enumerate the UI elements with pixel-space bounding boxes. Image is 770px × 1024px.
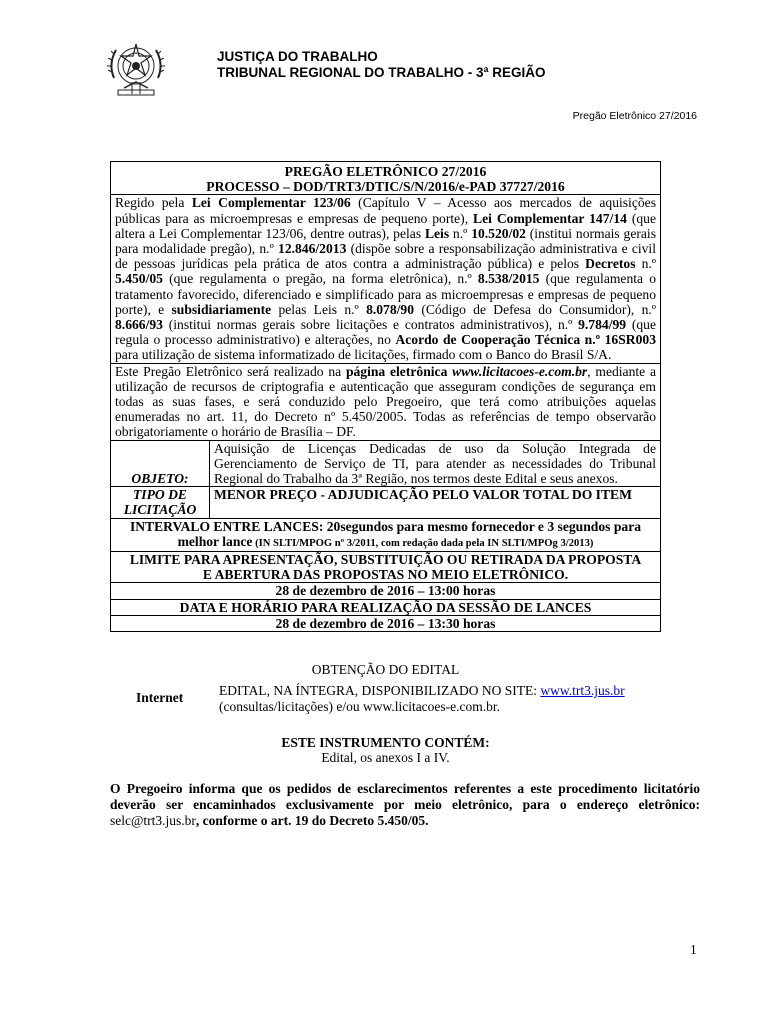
objeto-row: [111, 441, 660, 488]
brazil-coat-of-arms-icon: [104, 38, 168, 100]
objeto-label: OBJETO:: [111, 441, 210, 487]
internet-label: Internet: [136, 690, 184, 705]
objeto-text: Aquisição de Licenças Dedicadas de uso da Solução Integrada de Gerenciamento de Serviço de TI, para atender as necessidades do Tribunal Regional do Trabalho da 3ª Região, nos termos deste Edital e seus anexos.: [214, 440, 656, 487]
obtencao-title: OBTENÇÃO DO EDITAL: [311, 662, 460, 677]
header-tribunal: TRIBUNAL REGIONAL DO TRABALHO - 3ª REGIÃO: [217, 65, 546, 80]
header-justica: JUSTIÇA DO TRABALHO: [217, 49, 378, 64]
pregoeiro-note: O Pregoeiro informa que os pedidos de esclarecimentos referentes a este procedimento licitatório deverão ser encaminhados exclusivamente por meio eletrônico, para o endereço eletrônico: selc@trt3.jus.br, conforme o art. 19 do Decreto 5.450/05.: [110, 781, 700, 828]
realizado-paragraph: Este Pregão Eletrônico será realizado na página eletrônica www.licitacoes-e.com.br, mediante a utilização de recursos de criptografia e autenticação que asseguram condições de segurança em todas as suas fases, e será conduzido pelo Pregoeiro, que terá como atribuições aquelas enumeradas no art. 11, do Decreto nº 5.450/2005. Todas as referências de tempo observarão obrigatoriamente o horário de Brasília – DF.: [111, 364, 660, 441]
date-proposta: 28 de dezembro de 2016 – 13:00 horas: [111, 583, 660, 599]
intervalo-row: INTERVALO ENTRE LANCES: 20segundos para mesmo fornecedor e 3 segundos para melhor lance (IN SLTI/MPOG nº 3/2011, com redação dada pela IN SLTI/MPOg 3/2013): [111, 519, 660, 552]
licitacoes-site-text: www.licitacoes-e.com.br: [452, 363, 588, 379]
page-number: 1: [690, 942, 697, 957]
trt3-site-link[interactable]: www.trt3.jus.br: [540, 683, 625, 698]
contem-title: ESTE INSTRUMENTO CONTÉM:: [281, 735, 490, 750]
data-horario-label: DATA E HORÁRIO PARA REALIZAÇÃO DA SESSÃO DE LANCES: [111, 600, 660, 616]
edital-availability: EDITAL, NA ÍNTEGRA, DISPONIBILIZADO NO SITE: www.trt3.jus.br (consultas/licitações) e/ou www.licitacoes-e.com.br.: [219, 683, 625, 714]
tipo-row: [111, 487, 660, 518]
edital-summary-table: [110, 161, 661, 632]
tipo-label: TIPO DE LICITAÇÃO: [111, 487, 210, 517]
contem-text: Edital, os anexos I a IV.: [321, 750, 450, 765]
pregao-title: PREGÃO ELETRÔNICO 27/2016: [284, 164, 487, 179]
date-lances: 28 de dezembro de 2016 – 13:30 horas: [275, 615, 496, 631]
regido-paragraph: Regido pela Lei Complementar 123/06 (Capítulo V – Acesso aos mercados de aquisições públicas para as microempresas e empresas de pequeno porte), Lei Complementar 147/14 (que altera a Lei Complementar 123/06, dentre outras), pelas Leis n.º 10.520/02 (institui normais gerais para modalidade pregão), n.º 12.846/2013 (dispõe sobre a responsabilização administrativa e civil de pessoas jurídicas pela prática de atos contra a administração pública) e pelos Decretos n.º 5.450/05 (que regulamenta o pregão, na forma eletrônica), n.º 8.538/2015 (que regulamenta o tratamento favorecido, diferenciado e simplificado para as microempresas e empresas de pequeno porte), e subsidiariamente pelas Leis n.º 8.078/90 (Código de Defesa do Consumidor), n.º 8.666/93 (institui normas gerais sobre licitações e contratos administrativos), n.º 9.784/99 (que regula o processo administrativo) e alterações, no Acordo de Cooperação Técnica n.º 16SR003 para utilização de sistema informatizado de licitações, firmado com o Banco do Brasil S/A.: [111, 195, 660, 363]
process-number: PROCESSO – DOD/TRT3/DTIC/S/N/2016/e-PAD 37727/2016: [206, 179, 565, 195]
email-address: selc@trt3.jus.br: [110, 813, 196, 828]
header-reference: Pregão Eletrônico 27/2016: [572, 110, 697, 122]
title-row: [111, 162, 660, 195]
tipo-text: MENOR PREÇO - ADJUDICAÇÃO PELO VALOR TOTAL DO ITEM: [214, 487, 632, 503]
limite-row: LIMITE PARA APRESENTAÇÃO, SUBSTITUIÇÃO OU RETIRADA DA PROPOSTA E ABERTURA DAS PROPOSTAS NO MEIO ELETRÔNICO.: [111, 552, 660, 583]
